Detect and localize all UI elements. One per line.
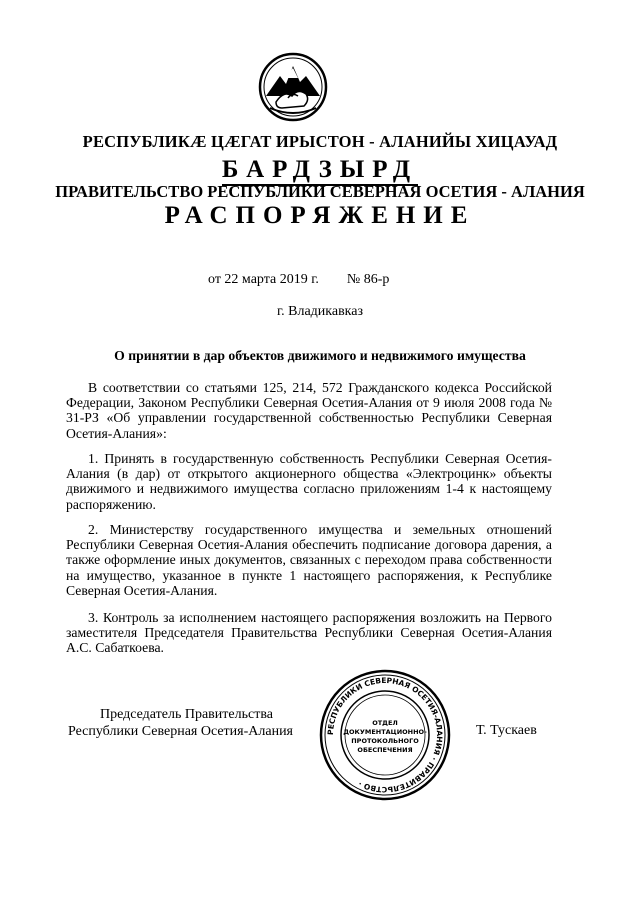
coat-of-arms-emblem	[258, 52, 328, 122]
clause-1-block	[66, 451, 552, 512]
seal-center-line-4: ОБЕСПЕЧЕНИЯ	[357, 746, 413, 754]
document-number: № 86-р	[346, 272, 390, 287]
document-date: от 22 марта 2019 г.	[208, 272, 319, 287]
official-seal	[318, 668, 452, 802]
russian-government-name: ПРАВИТЕЛЬСТВО РЕСПУБЛИКИ СЕВЕРНАЯ ОСЕТИЯ - АЛАНИЯ	[55, 182, 585, 201]
ossetian-document-type-text: БАРДЗЫРД	[222, 156, 418, 186]
clause-2-paragraph: 2. Министерству государственного имущества и земельных отношений Республики Северная Осетия-Алания обеспечить подписание договора дарения, а также оформление иных документов, связанных с переходом права собственности на имущество, указанное в пункте 1 настоящего распоряжения, к Республике Северная Осетия-Алания.	[66, 522, 552, 598]
signatory-name: Т. Тускаев	[476, 723, 537, 738]
preamble-paragraph: В соответствии со статьями 125, 214, 572 Гражданского кодекса Российской Федерации, Законом Республики Северная Осетия-Алания от 9 июля 2008 года № 31-РЗ «Об управлении государственной собственностью Республики Северная Осетия-Алания»:	[66, 380, 552, 441]
document-subject: О принятии в дар объектов движимого и недвижимого имущества	[114, 348, 526, 363]
clause-3-paragraph: 3. Контроль за исполнением настоящего распоряжения возложить на Первого заместителя Председателя Правительства Республики Северная Осетия-Алания А.С. Сабаткоева.	[66, 610, 552, 656]
russian-document-type: РАСПОРЯЖЕНИЕ	[164, 202, 476, 229]
city: г. Владикавказ	[276, 304, 364, 319]
seal-center-line-2: ДОКУМЕНТАЦИОННО-	[343, 728, 427, 736]
preamble-block	[66, 380, 552, 441]
seal-center-line-1: ОТДЕЛ	[372, 719, 398, 727]
ossetian-government-name: РЕСПУБЛИКÆ ЦÆГАТ ИРЫСТОН - АЛАНИЙЫ ХИЦАУАД	[82, 132, 558, 151]
seal-center-line-3: ПРОТОКОЛЬНОГО	[351, 737, 419, 745]
clause-2-block	[66, 522, 552, 598]
date-number-line	[208, 272, 389, 288]
clause-3-block	[66, 610, 552, 656]
ossetian-document-type	[0, 156, 640, 184]
clause-1-paragraph: 1. Принять в государственную собственность Республики Северная Осетия-Алания (в дар) от открытого акционерного общества «Электроцинк» объекты движимого и недвижимого имущества согласно приложениям 1-4 к настоящему распоряжению.	[66, 451, 552, 512]
signatory-position-line1: Председатель Правительства	[100, 707, 273, 722]
seal-ring-text: РЕСПУБЛИКИ СЕВЕРНАЯ ОСЕТИЯ-АЛАНИЯ · ПРАВИТЕЛЬСТВО ·	[325, 675, 445, 795]
signatory-position-line2: Республики Северная Осетия-Алания	[68, 724, 293, 739]
signatory-position	[68, 706, 293, 740]
